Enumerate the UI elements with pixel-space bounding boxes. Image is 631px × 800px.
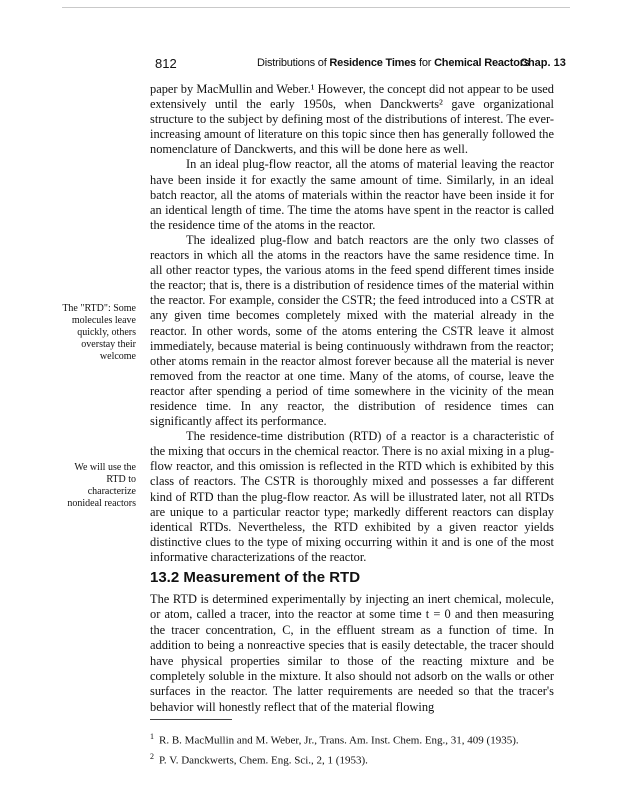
- running-title-mid: for: [416, 57, 435, 69]
- paragraph-3: The idealized plug-flow and batch reactors are the only two classes of reactors in which all the atoms in the reactors have the same residence time. In all other reactor types, the various atoms in the feed spend different times inside the reactor; that is, there is a distribution of residence times of the material within the reactor. For example, consider the CSTR; the feed introduced into a CSTR at any given time becomes completely mixed with the material already in the reactor. In other words, some of the atoms entering the CSTR leave it almost immediately, because material is being continuously withdrawn from the reactor; other atoms remain in the reactor almost forever because all the material is never removed from the reactor at one time. Many of the atoms, of course, leave the reactor after spending a period of time somewhere in the vicinity of the mean residence time. In any reactor, the distribution of residence times can significantly affect its performance.: [150, 232, 554, 429]
- running-title-pre: Distributions of: [257, 57, 330, 69]
- margin-note-nonideal: We will use the RTD to characterize nonideal reactors: [67, 462, 136, 509]
- page-number: 812: [155, 56, 177, 71]
- paragraph-2: In an ideal plug-flow reactor, all the atoms of material leaving the reactor have been inside it for exactly the same amount of time. Similarly, in an ideal batch reactor, all the atoms of materials within the reactor have been inside it for an identical length of time. The time the atoms have spent in the reactor is called the residence time of the atoms in the reactor.: [150, 157, 554, 232]
- page-header: [0, 56, 631, 72]
- running-title-bold1: Residence Times: [329, 57, 417, 69]
- margin-note-rtd: The "RTD": Some molecules leave quickly, others overstay their welcome: [62, 303, 136, 362]
- footnote-2-mark: 2: [150, 751, 154, 761]
- running-title-bold2: Chemical Reactors: [434, 57, 530, 69]
- footnote-2: [150, 749, 570, 769]
- top-divider: [62, 7, 570, 8]
- footnote-divider: [150, 719, 232, 720]
- body-text: [150, 82, 554, 565]
- section-heading: 13.2 Measurement of the RTD: [150, 569, 361, 586]
- chapter-label: Chap. 13: [520, 57, 566, 69]
- section-text: [150, 592, 554, 715]
- footnote-1: [150, 729, 570, 749]
- paragraph-4: The residence-time distribution (RTD) of a reactor is a characteristic of the mixing that occurs in the chemical reactor. There is no axial mixing in a plug-flow reactor, and this omission is reflected in the RTD which is exhibited by this class of reactors. The CSTR is thoroughly mixed and possesses a far different kind of RTD than the plug-flow reactor. As will be illustrated later, not all RTDs are unique to a particular reactor type; markedly different reactors can display identical RTDs. Nevertheless, the RTD exhibited by a given reactor yields distinctive clues to the type of mixing occurring within it and is one of the most informative characterizations of the reactor.: [150, 429, 554, 564]
- paragraph-1: paper by MacMullin and Weber.¹ However, the concept did not appear to be used extensively until the early 1950s, when Danckwerts² gave organizational structure to the subject by defining most of the distributions of interest. The ever-increasing amount of literature on this topic since then has generally followed the nomenclature of Danckwerts, and this will be done here as well.: [150, 82, 554, 157]
- footnote-1-text: R. B. MacMullin and M. Weber, Jr., Trans. Am. Inst. Chem. Eng., 31, 409 (1935).: [159, 734, 519, 747]
- footnotes: [150, 729, 570, 768]
- footnote-2-text: P. V. Danckwerts, Chem. Eng. Sci., 2, 1 (1953).: [159, 754, 368, 767]
- footnote-1-mark: 1: [150, 732, 154, 741]
- running-title: [257, 57, 530, 69]
- section-paragraph-1: The RTD is determined experimentally by injecting an inert chemical, molecule, or atom, called a tracer, into the reactor at some time t = 0 and then measuring the tracer concentration, C, in the effluent stream as a function of time. In addition to being a nonreactive species that is easily detectable, the tracer should have physical properties similar to those of the reacting mixture and be completely soluble in the mixture. It also should not adsorb on the walls or other surfaces in the reactor. The latter requirements are needed so that the tracer's behavior will honestly reflect that of the material flowing: [150, 592, 554, 714]
